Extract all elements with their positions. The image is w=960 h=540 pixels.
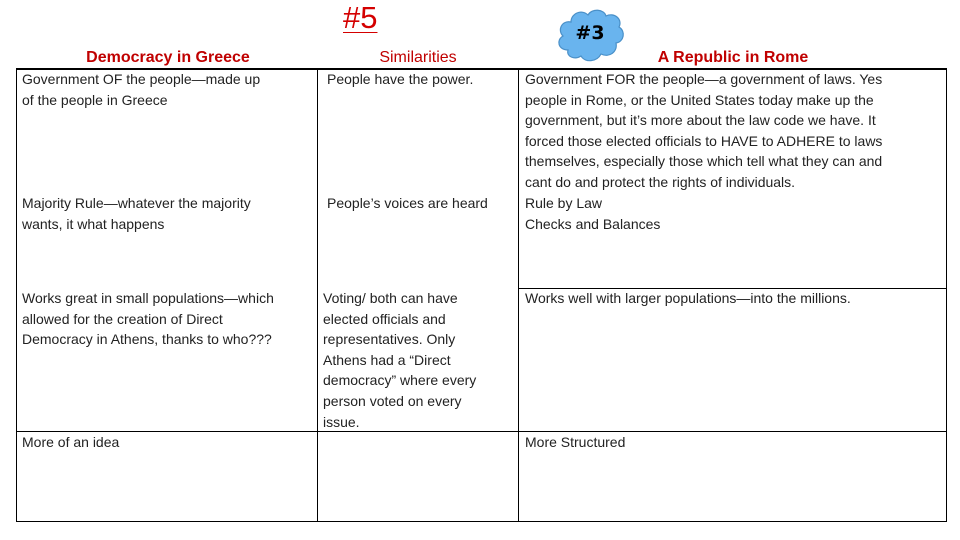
table-cell-similarities: Voting/ both can have elected officials and representatives. Only Athens had a “Direct democracy” where every person voted on every issue. — [323, 290, 477, 430]
table-cell-greece: More of an idea — [22, 434, 120, 450]
table-cell-rome: Works well with larger populations—into the millions. — [525, 290, 851, 306]
table-cell-similarities: People have the power. — [327, 71, 474, 87]
table-cell-rome: More Structured — [525, 434, 626, 450]
header-republic-rome: A Republic in Rome — [657, 49, 809, 66]
table-cell-rome: Government FOR the people—a government of laws. Yes people in Rome, or the United States today make up the government, but it’s more about the law code we have. It forced those elected officials to HAVE to ADHERE to laws themselves, especially those which tell what they can and cant do and protect the rights of individuals. — [525, 71, 883, 190]
table-cell-similarities: People’s voices are heard — [327, 195, 488, 211]
header-similarities: Similarities — [379, 49, 457, 66]
cloud-badge-label: #3 — [575, 22, 605, 44]
table-border-left — [16, 68, 17, 522]
header-democracy-greece: Democracy in Greece — [86, 49, 250, 66]
table-cell-rome: Rule by Law Checks and Balances — [525, 195, 661, 232]
column-divider-2 — [518, 68, 519, 522]
table-cell-greece: Works great in small populations—which allowed for the creation of Direct Democracy in Athens, thanks to who??? — [22, 290, 274, 348]
table-border-right — [946, 68, 947, 522]
slide-number: #5 — [343, 0, 378, 35]
table-cell-greece: Majority Rule—whatever the majority wants, it what happens — [22, 195, 251, 232]
column-divider-1 — [317, 68, 318, 522]
table-cell-greece: Government OF the people—made up of the people in Greece — [22, 71, 261, 108]
